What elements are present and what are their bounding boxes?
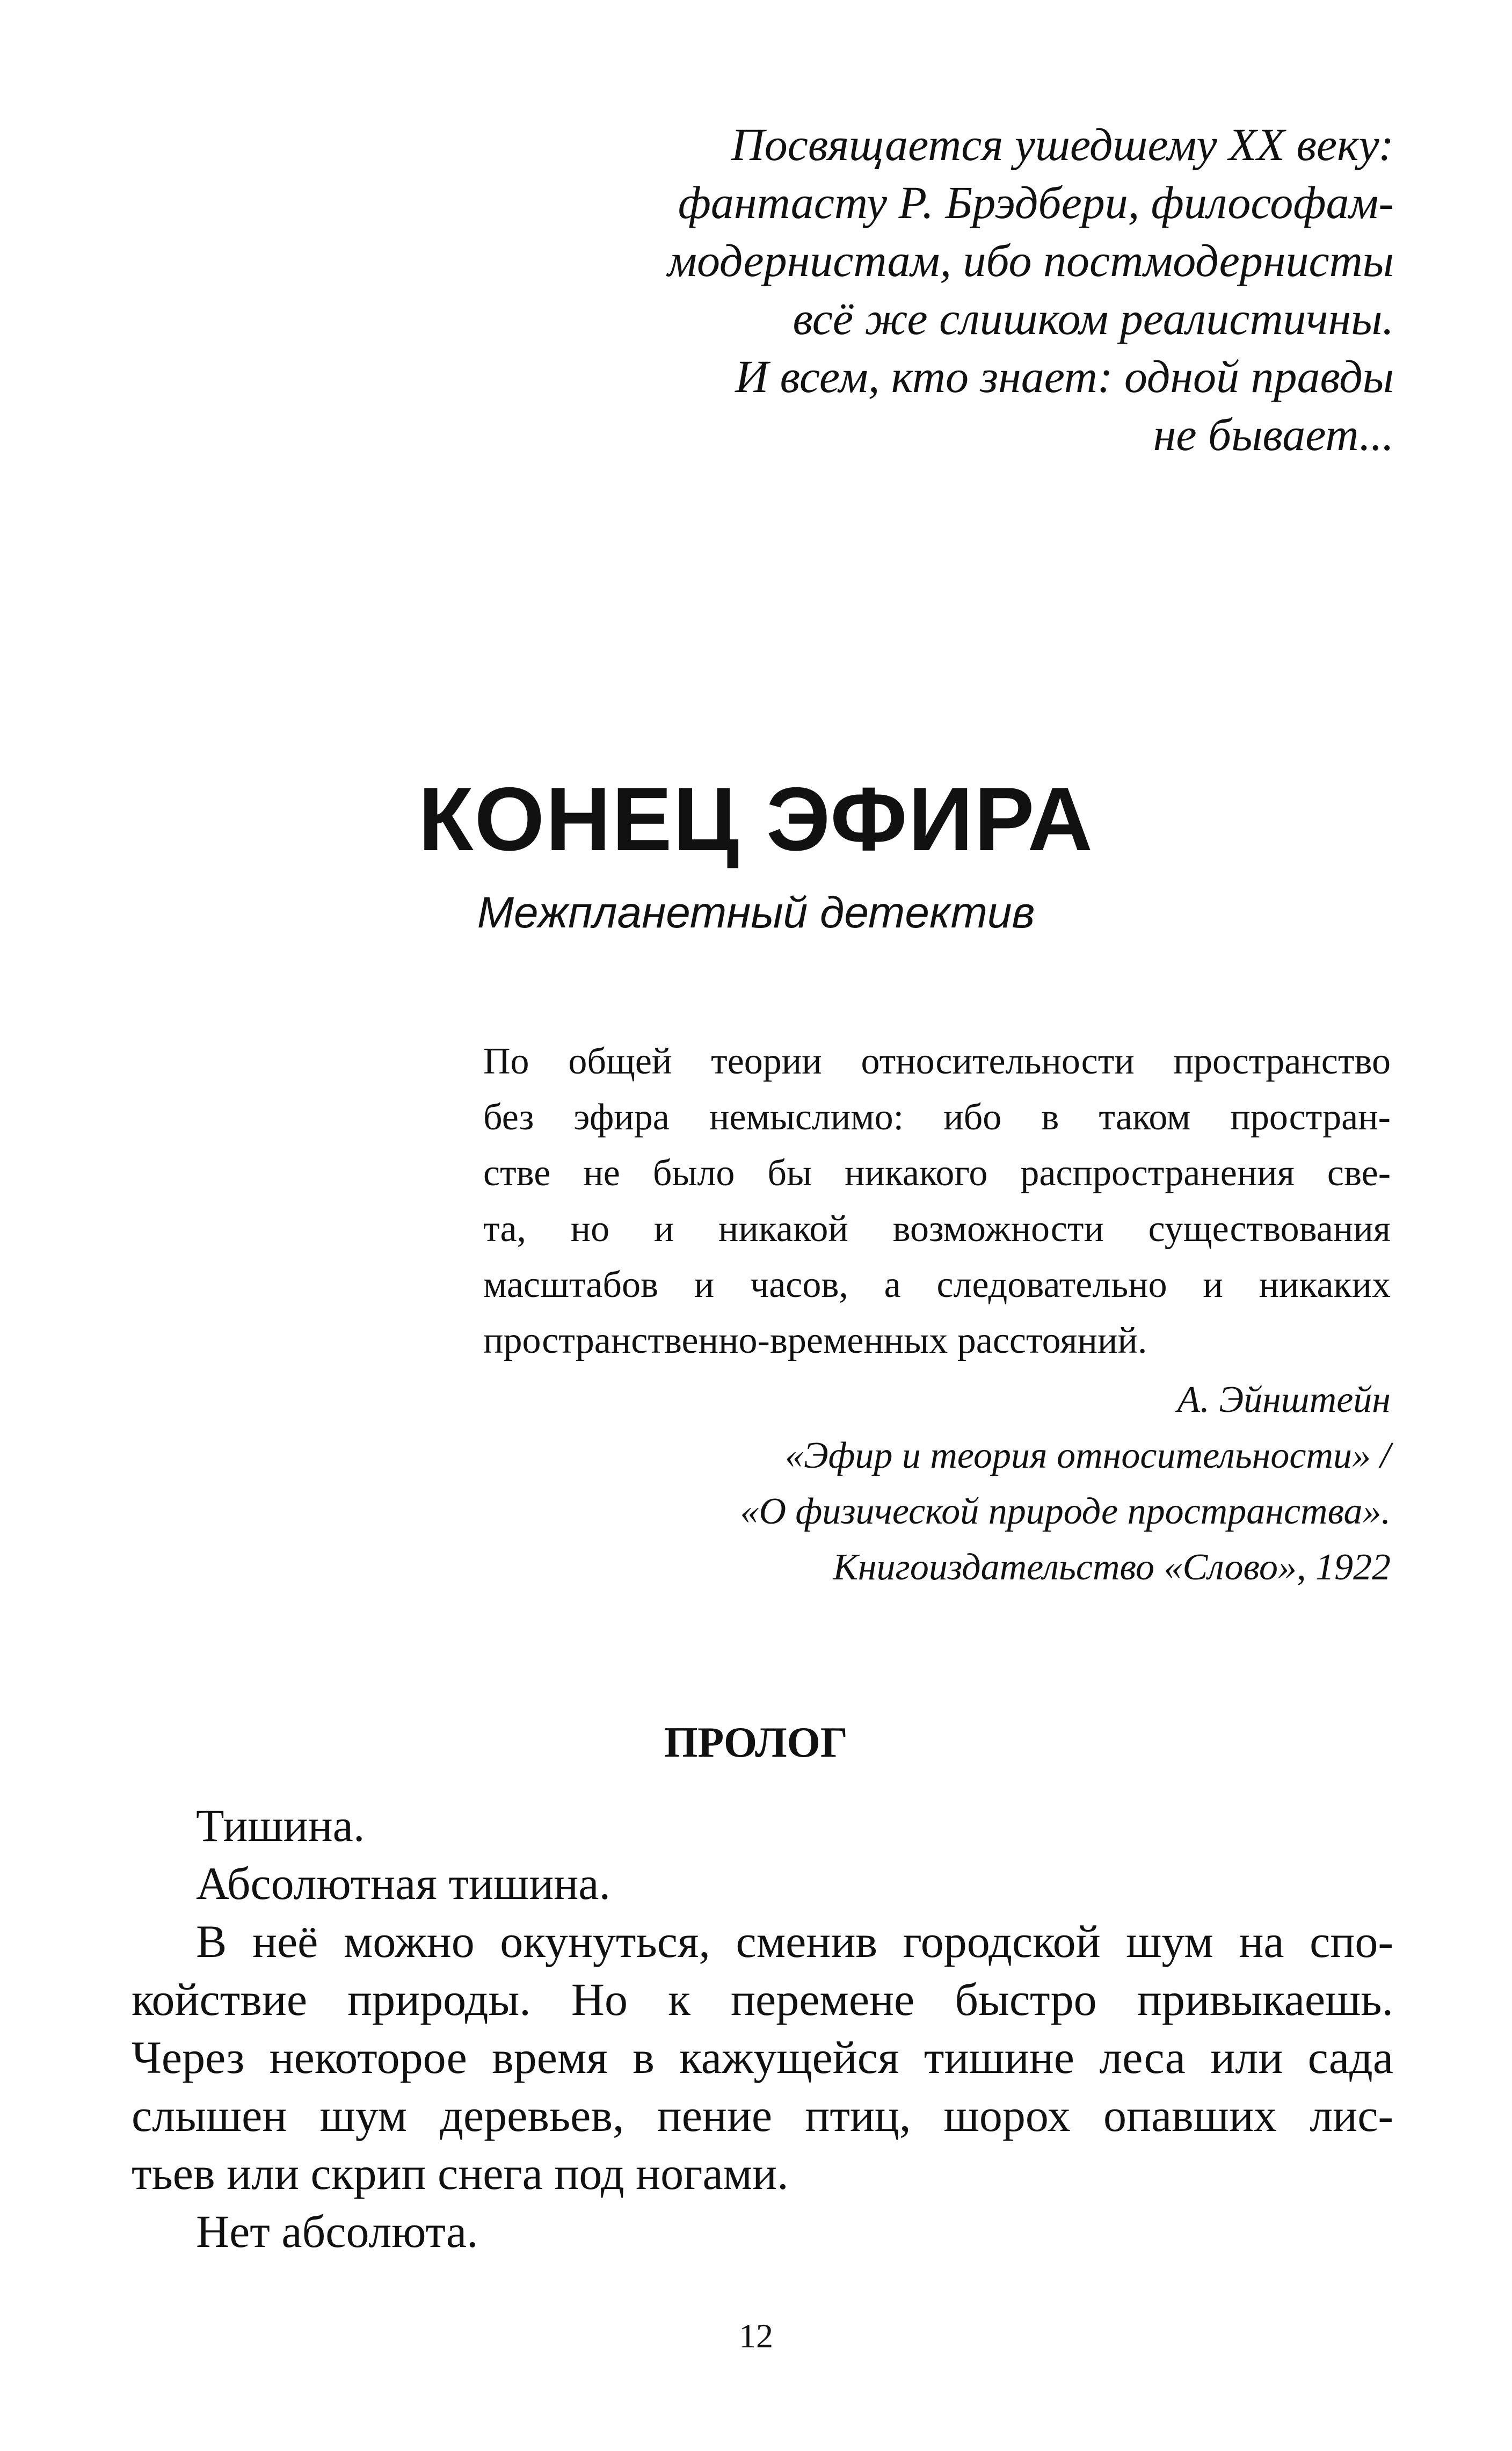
epigraph-line: без эфира немыслимо: ибо в таком простран- <box>483 1097 1391 1138</box>
attribution-publisher: Книгоиздательство «Слово», 1922 <box>833 1547 1391 1588</box>
attribution-work: «О физической природе пространства». <box>740 1491 1391 1532</box>
paragraph-line: койствие природы. Но к перемене быстро привыкаешь. <box>132 1974 1393 2025</box>
epigraph-line: та, но и никакой возможности существования <box>483 1208 1391 1250</box>
paragraph-line: Через некоторое время в кажущейся тишине леса или сада <box>132 2032 1393 2083</box>
paragraph-line: тьев или скрип снега под ногами. <box>132 2148 789 2199</box>
book-title: КОНЕЦ ЭФИРА <box>418 768 1094 869</box>
dedication-line: Посвящается ушедшему XX веку: <box>731 119 1394 170</box>
prologue-text <box>132 1796 1393 2260</box>
dedication-line: И всем, кто знает: одной правды <box>735 351 1394 402</box>
dedication-line: всё же слишком реалистичны. <box>793 293 1394 344</box>
attribution-work: «Эфир и теория относительности» / <box>784 1435 1391 1476</box>
paragraph-line: Тишина. <box>196 1800 365 1851</box>
paragraph-line: Абсолютная тишина. <box>196 1858 610 1909</box>
epigraph-line: масштабов и часов, а следовательно и никаких <box>483 1264 1391 1306</box>
paragraph-line: Нет абсолюта. <box>196 2206 478 2257</box>
epigraph-line: стве не было бы никакого распространения све- <box>483 1152 1391 1194</box>
dedication-line: модернистам, ибо постмодернисты <box>667 235 1394 286</box>
epigraph-attribution <box>483 1372 1391 1596</box>
book-subtitle: Межпланетный детектив <box>477 888 1035 937</box>
page-number: 12 <box>739 2317 773 2355</box>
dedication-line: фантасту Р. Брэдбери, философам- <box>678 177 1394 228</box>
paragraph-line: слышен шум деревьев, пение птиц, шорох опавших лис- <box>132 2090 1393 2141</box>
epigraph-line: пространственно-временных расстояний. <box>483 1320 1147 1361</box>
epigraph-line: По общей теории относительности пространство <box>483 1041 1391 1082</box>
dedication <box>537 115 1394 463</box>
attribution-author: А. Эйнштейн <box>1177 1379 1391 1420</box>
paragraph-line: В неё можно окунуться, сменив городской шум на спо- <box>196 1916 1393 1967</box>
dedication-line: не бывает... <box>1153 409 1394 460</box>
prologue-heading: ПРОЛОГ <box>664 1719 848 1766</box>
epigraph <box>483 1034 1391 1369</box>
